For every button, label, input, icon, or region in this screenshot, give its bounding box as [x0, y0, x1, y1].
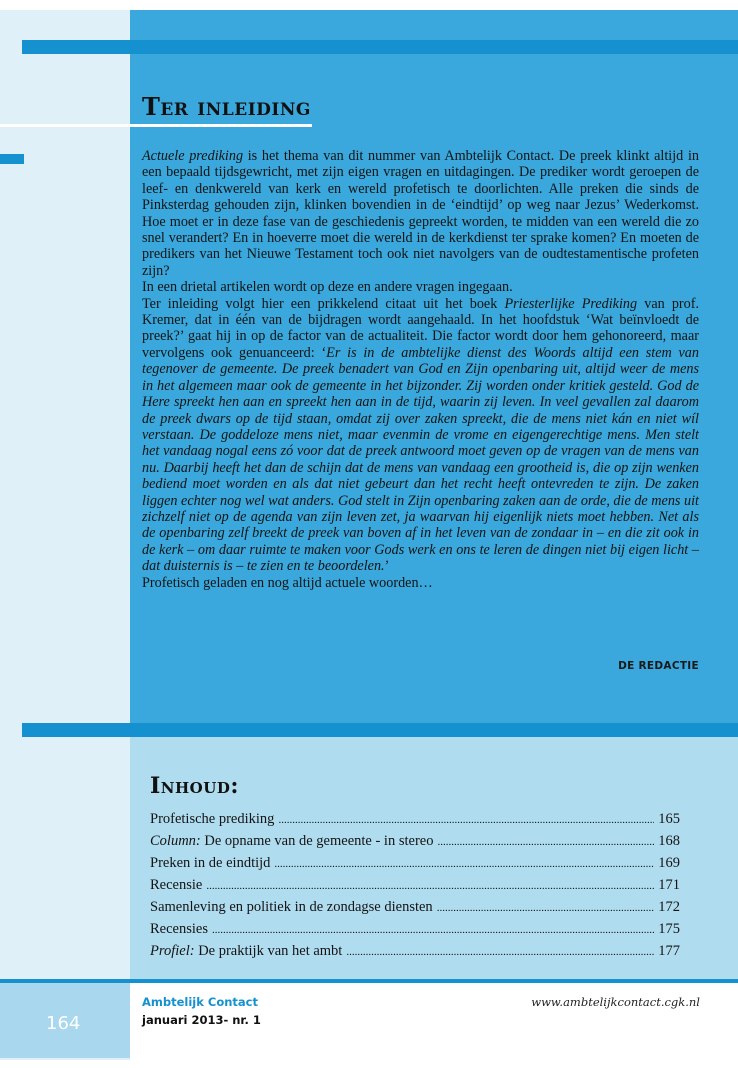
toc-item-page: 171 — [658, 877, 680, 893]
toc-item[interactable] — [150, 921, 680, 943]
toc-leader-dots — [274, 858, 654, 870]
intro-paragraph-2: In een drietal artikelen wordt op deze en andere vragen ingegaan. — [142, 279, 513, 296]
website-link[interactable]: www.ambtelijkcontact.cgk.nl — [531, 995, 700, 1009]
toc-item-title: Recensie — [150, 877, 203, 893]
toc-list — [150, 811, 680, 965]
toc-item-page: 177 — [658, 943, 680, 959]
toc-leader-dots — [206, 880, 654, 892]
signature: DE REDACTIE — [618, 660, 699, 672]
toc-item-title: Profiel: De praktijk van het ambt — [150, 943, 343, 959]
toc-item-page: 169 — [658, 855, 680, 871]
theme-emphasis: Actuele prediking — [142, 148, 244, 164]
p3-text-a: Ter inleiding volgt hier een prikkelend citaat uit het boek — [142, 295, 505, 312]
toc-leader-dots — [212, 924, 654, 936]
toc-leader-dots — [346, 946, 654, 958]
toc-leader-dots — [437, 836, 654, 848]
p3-text-b: van prof. Kremer, dat in één van de bijdragen wordt aangehaald. In het hoofdstuk ‘Wat beïnvloedt de preek?’ gaat hij in op de factor van de actualiteit. Die factor wordt door hem gehonoreerd, maar vervolgens ook genuanceerd: ‘ — [142, 295, 700, 361]
toc-item[interactable] — [150, 833, 680, 855]
toc-item[interactable] — [150, 877, 680, 899]
title-underline — [0, 124, 312, 127]
toc-leader-dots — [437, 902, 655, 914]
top-accent-bar — [22, 40, 738, 54]
toc-item-title: Samenleving en politiek in de zondagse diensten — [150, 899, 433, 915]
toc-item-title: Column: De opname van de gemeente - in stereo — [150, 833, 434, 849]
issue-info: januari 2013- nr. 1 — [142, 1013, 261, 1027]
toc-item[interactable] — [150, 855, 680, 877]
middle-accent-bar — [22, 723, 738, 737]
side-tick-mark — [0, 154, 24, 164]
page-number: 164 — [46, 1013, 81, 1034]
quotation: Er is in de ambtelijke dienst des Woords altijd een stem van tegenover de gemeente. De preek benadert van God en Zijn openbaring uit, altijd weer de mens in het algemeen maar ook de gemeente in het bijzonder. Zij worden onder kritiek gesteld. God de Here spreekt hen aan en spreekt hen aan in de tijd, waarin zij leven. In veel gevallen zal daarom de preek dwars op de tijd staan, omdat zij over zaken spreekt, die de mens niet kán en niet wíl verstaan. De goddeloze mens niet, maar evenmin de vrome en eigengerechtige mens. Men stelt het vandaag nogal eens zó voor dat de preek antwoord moet geven op de vragen van de mens van nu. Daarbij heeft het dan de schijn dat de mens van vandaag een grootheid is, die op zijn wenken bediend moet worden en als dat niet gebeurt dan het recht heeft ontevreden te zijn. De zaken liggen echter nog wel wat anders. God stelt in Zijn openbaring zaken aan de orde, die de mens uit zichzelf niet op de agenda van zijn leven zet, ja waarvan hij eigenlijk niets moet hebben. Net als de openbaring zelf breekt de preek van boven af in het leven van de zondaar in – en die zit ook in de kerk – om daar ruimte te maken voor Gods werk en ons te leren de dingen niet bij eigen licht – dat duisternis is – te zien en te beoordelen. — [142, 344, 699, 575]
toc-item-page: 172 — [658, 899, 680, 915]
toc-leader-dots — [278, 814, 654, 826]
toc-item-title: Profetische prediking — [150, 811, 275, 827]
magazine-name: Ambtelijk Contact — [142, 995, 258, 1009]
toc-item[interactable] — [150, 943, 680, 965]
toc-item-page: 175 — [658, 921, 680, 937]
book-title: Priesterlijke Prediking — [504, 295, 638, 312]
toc-item-page: 165 — [658, 811, 680, 827]
toc-item-page: 168 — [658, 833, 680, 849]
intro-paragraph-3 — [142, 296, 699, 575]
toc-title: Inhoud: — [150, 773, 239, 799]
quote-close: ’ — [384, 558, 390, 575]
toc-item-title: Recensies — [150, 921, 208, 937]
toc-item-title: Preken in de eindtijd — [150, 855, 271, 871]
toc-item[interactable] — [150, 899, 680, 921]
page-title: Ter inleiding — [142, 92, 311, 121]
intro-article — [142, 148, 699, 591]
toc-item[interactable] — [150, 811, 680, 833]
intro-paragraph-4: Profetisch geladen en nog altijd actuele woorden… — [142, 574, 433, 591]
intro-paragraph-1-text: is het thema van dit nummer van Ambtelijk Contact. De preek klinkt altijd in een bepaald tijdsgewricht, met zijn eigen vragen en uitdagingen. De prediker wordt geroepen de leef- en denkwereld van kerk en wereld profetisch te doorlichten. Alle preken die sinds de Pinksterdag gehouden zijn, klinken bovendien in de ‘eindtijd’ op weg naar Jezus’ Wederkomst. Hoe moet er in deze fase van de geschiedenis gepreekt worden, te midden van een wereld die zo snel verandert? En in hoeverre moet die wereld in de kerkdienst ter sprake komen? En moeten de predikers van het Nieuwe Testament toch ook niet navolgers van de oudtestamentische profeten zijn? — [142, 148, 699, 279]
left-margin-panel — [0, 10, 130, 1060]
intro-paragraph-1 — [142, 148, 699, 279]
